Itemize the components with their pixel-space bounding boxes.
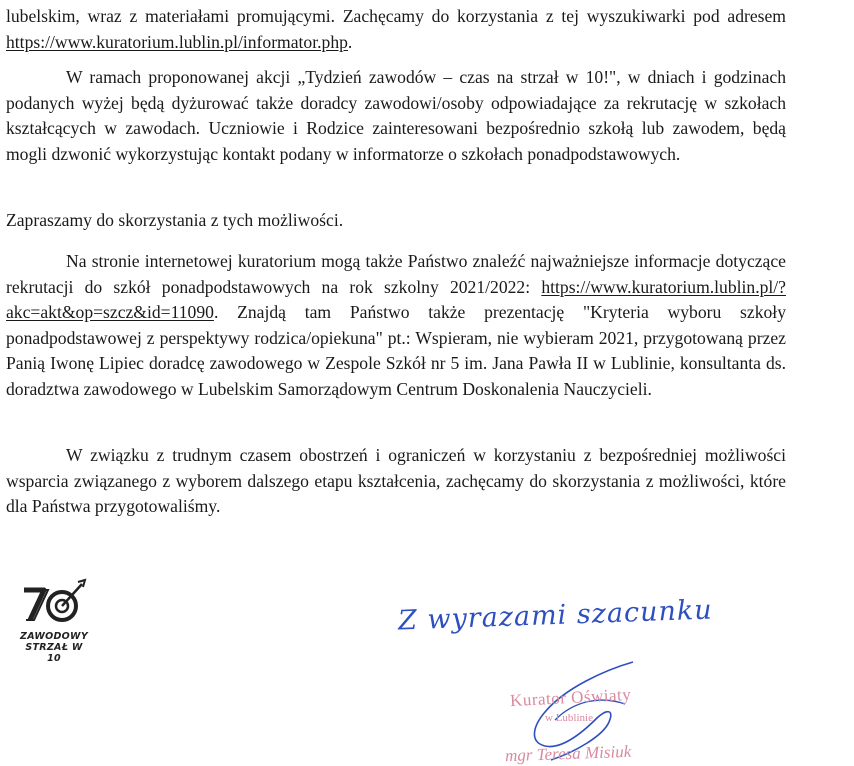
informator-link[interactable]: https://www.kuratorium.lublin.pl/informator.php — [6, 31, 348, 52]
recruitment-link[interactable]: https://www.kuratorium.lublin.pl/?akc=akt&op=szcz&id=11090 — [6, 276, 786, 323]
paragraph-search-info — [6, 4, 786, 55]
logo-caption-line: STRZAŁ W 10 — [25, 642, 83, 664]
paragraph-text: . Znajdą tam Państwo także prezentację "Kryteria wyboru szkoły ponadpodstawowej z perspektywy rodzica/opiekuna" pt.: Wspieram, nie wybieram 2021, przygotowaną przez Panią Iwonę Lipiec doradcę zawodowego w Zespole Szkół nr 5 im. Jana Pawła II w Lublinie, konsultanta ds. doradztwa zawodowego w Lubelskim Samorządowym Centrum Doskonalenia Nauczycieli. — [6, 302, 786, 399]
paragraph-text: lubelskim, wraz z materiałami promującymi. Zachęcamy do korzystania z tej wyszukiwarki pod adresem — [6, 6, 786, 26]
logo-caption — [18, 631, 90, 664]
paragraph-invitation: Zapraszamy do skorzystania z tych możliwości. — [6, 210, 344, 230]
paragraph-closing: W związku z trudnym czasem obostrzeń i ograniczeń w korzystaniu z bezpośredniej możliwości wsparcia związanego z wyborem dalszego etapu kształcenia, zachęcamy do skorzystania z możliwości, które dla Państwa przygotowaliśmy. — [6, 445, 786, 517]
zawodowy-strzal-logo — [18, 578, 90, 664]
paragraph-website-info — [6, 249, 786, 403]
stamp-title: Kurator Oświaty — [509, 684, 632, 711]
paragraph-text: Na stronie internetowej kuratorium mogą także Państwo znaleźć najważniejsze informacje dotyczące rekrutacji do szkół ponadpodstawowych na rok szkolny 2021/2022: — [6, 251, 786, 297]
target-arrow-icon — [18, 578, 90, 626]
handwritten-closing: Z wyrazami szacunku — [397, 594, 714, 637]
stamp-city: w Lublinie — [545, 712, 593, 724]
stamp-name: mgr Teresa Misiuk — [504, 741, 632, 766]
paragraph-punct: . — [347, 31, 353, 52]
paragraph-career-week: W ramach proponowanej akcji „Tydzień zawodów – czas na strzał w 10!", w dniach i godzinach podanych wyżej będą dyżurować także doradcy zawodowi/osoby odpowiadające za rekrutację w szkołach kształcących w zawodach. Uczniowie i Rodzice zainteresowani bezpośrednio szkołą lub zawodem, będą mogli dzwonić wykorzystując kontakt podany w informatorze o szkołach ponadpodstawowych. — [6, 67, 786, 164]
logo-caption-line: ZAWODOWY — [20, 631, 88, 642]
